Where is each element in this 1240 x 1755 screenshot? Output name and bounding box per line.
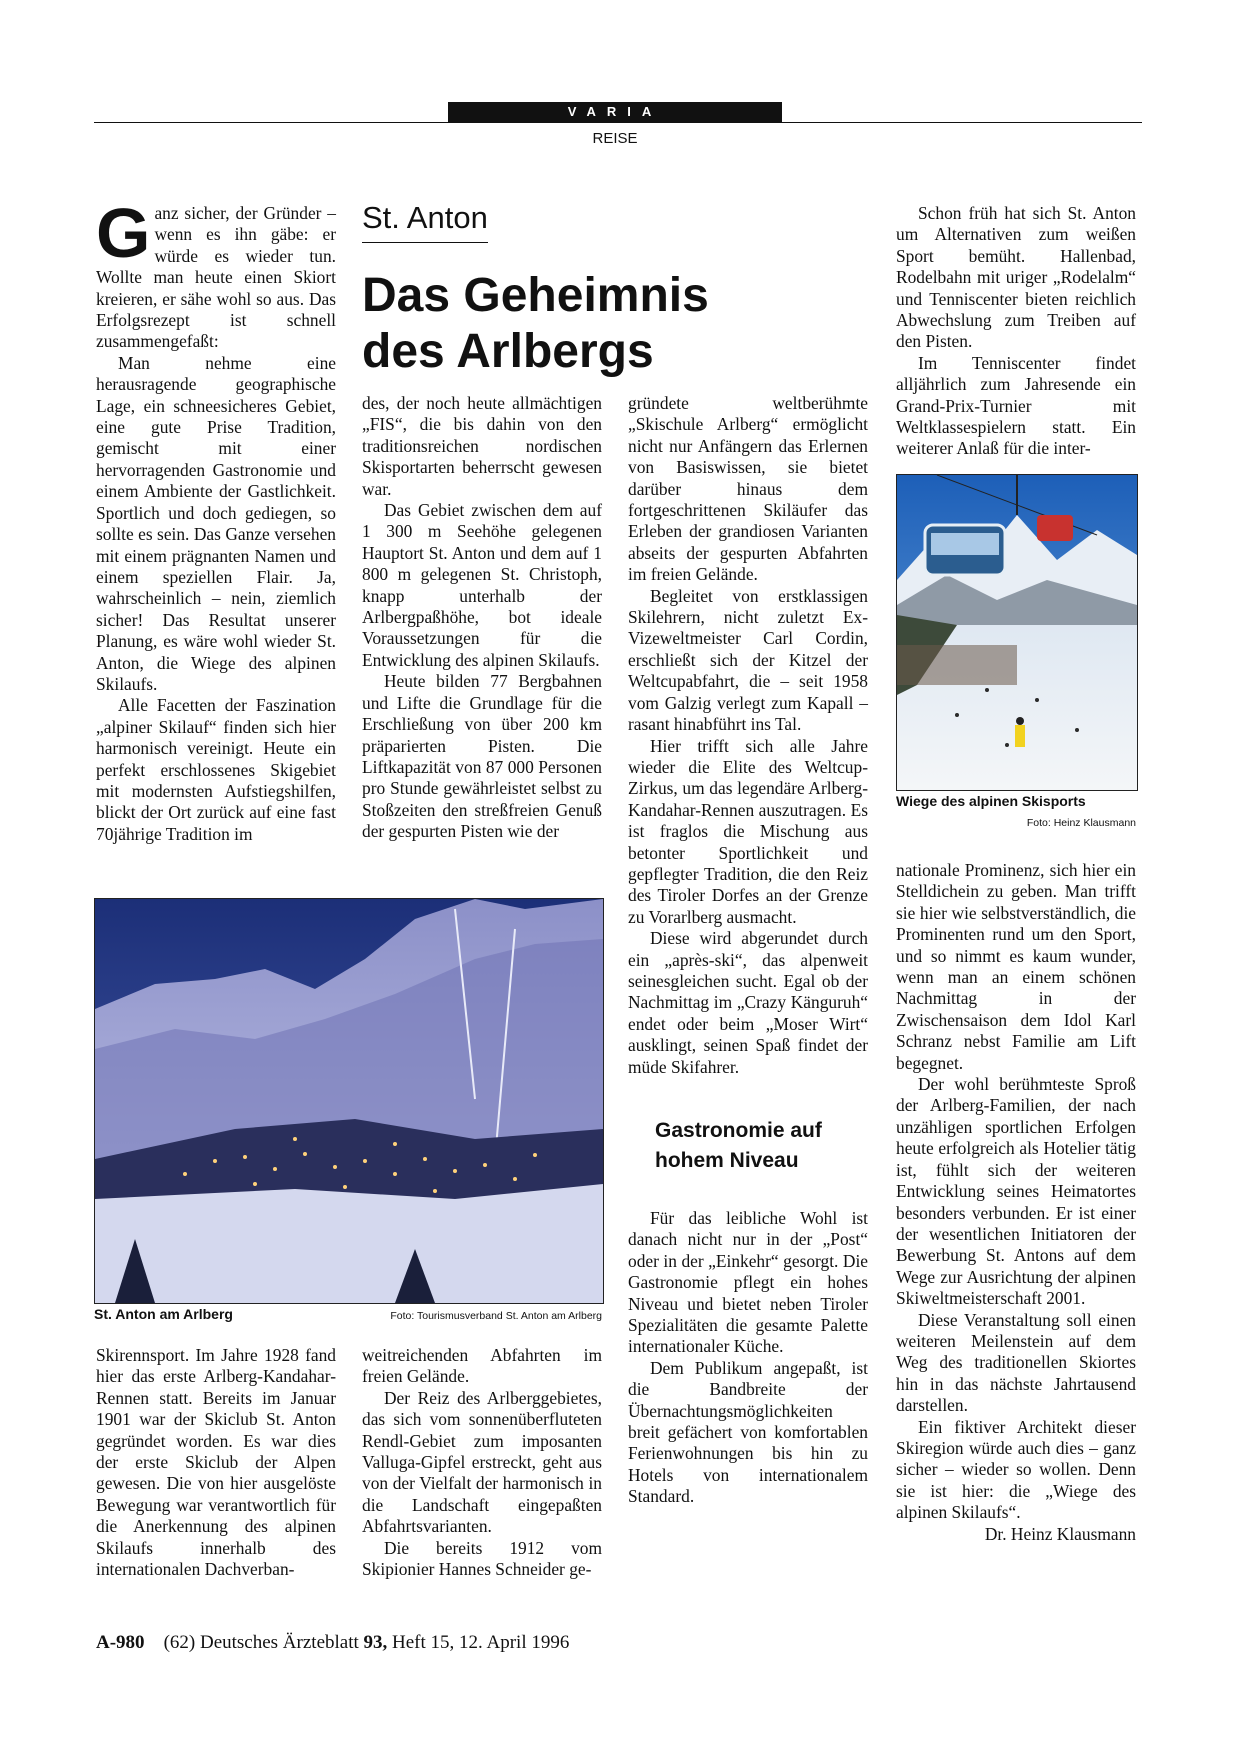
st-anton-photo-image	[95, 899, 603, 1303]
paragraph: Diese Veranstaltung soll einen weiteren Meilenstein auf dem Weg des traditionellen Skiortes hin in das nächste Jahrtausend darstellen.	[896, 1309, 1136, 1416]
article-column-3	[628, 393, 868, 1508]
page-number: A-980	[96, 1632, 145, 1653]
page-footer	[96, 1632, 569, 1654]
header-rule	[94, 122, 1142, 123]
paragraph: Begleitet von erstklassigen Skilehrern, nicht zuletzt Ex-Vizeweltmeister Carl Cordin, erschließt sich der Kitzel der Weltcupabfahrt, die – seit 1958 vom Galzig verlegt zum Kapall – rasant hinabführt ins Tal.	[628, 585, 868, 735]
paragraph: Skirennsport. Im Jahre 1928 fand hier das erste Arlberg-Kandahar-Rennen statt. Bereits im Januar 1901 war der Skiclub St. Anton gegründet worden. Es war dies der erste Skiclub der Alpen gewesen. Die von hier ausgelöste Bewegung war verantwortlich für die Anerkennung des alpinen Skilaufs innerhalb des internationalen Dachverban-	[96, 1345, 336, 1580]
headline-line: Das Geheimnis	[362, 269, 709, 322]
paragraph: Alle Facetten der Faszination „alpiner Skilauf“ finden sich hier harmonisch vereinigt. Heute ein perfekt erschlossenes Skigebiet mit modernsten Aufstiegshilfen, blickt der Ort zurück auf eine fast 70jährige Tradition im	[96, 695, 336, 844]
paragraph: gründete weltberühmte „Skischule Arlberg“ ermöglicht nicht nur Anfängern das Erlernen von Basiswissen, sie bietet darüber hinaus dem fortgeschrittenen Skiläufer das Erleben der grandiosen Varianten abseits der gespurten Abfahrten im freien Gelände.	[628, 393, 868, 585]
paragraph: anz sicher, der Gründer – wenn es ihn gäbe: er würde es wieder tun. Wollte man heute einen Skiort kreieren, er sähe wohl so aus. Das Erfolgsrezept ist schnell zusammengefaßt:	[96, 203, 336, 352]
paragraph: Schon früh hat sich St. Anton um Alternativen zum weißen Sport bemüht. Hallenbad, Rodelbahn mit uriger „Rodelalm“ und Tenniscenter bieten reichlich Abwechslung zum Treiben auf den Pisten.	[896, 203, 1136, 352]
paragraph: Das Gebiet zwischen dem auf 1 300 m Seehöhe gelegenen Hauptort St. Anton und dem auf 1 800 m gelegenen St. Christoph, knapp unterhalb der Arlbergpaßhöhe, bot ideale Voraussetzungen für die Entwicklung des alpinen Skilaufs.	[362, 500, 602, 670]
section-label: VARIA	[448, 102, 782, 122]
headline-line: des Arlbergs	[362, 325, 654, 378]
side-photo-credit: Foto: Heinz Klausmann	[1026, 817, 1136, 829]
paragraph: Der Reiz des Arlberggebietes, das sich vom sonnenüberfluteten Rendl-Gebiet zum imposanten Valluga-Gipfel erstreckt, geht aus von der Vielfalt der harmonisch in die Landschaft eingepaßten Abfahrtsvarianten.	[362, 1387, 602, 1537]
paragraph: weitreichenden Abfahrten im freien Gelände.	[362, 1345, 602, 1387]
author-byline: Dr. Heinz Klausmann	[984, 1523, 1136, 1544]
issue-prefix: (62) Deutsches Ärzteblatt	[163, 1632, 359, 1653]
paragraph: Im Tenniscenter findet alljährlich zum Jahresende ein Grand-Prix-Turnier mit Weltklassespielern statt. Ein weiterer Anlaß für die inter-	[896, 352, 1136, 459]
article-column-4-bottom	[896, 860, 1136, 1545]
volume-number: 93,	[363, 1632, 388, 1653]
subheading-line: Gastronomie auf	[655, 1119, 822, 1142]
article-column-2-top	[362, 393, 602, 843]
paragraph: Diese wird abgerundet durch ein „après-ski“, das alpenweit seinesgleichen sucht. Egal ob der Nachmittag im „Crazy Känguruh“ endet oder beim „Moser Wirt“ ausklingt, seinen Spaß findet der müde Skifahrer.	[628, 928, 868, 1077]
side-photo-caption: Wiege des alpinen Skisports	[896, 793, 1086, 809]
paragraph: Für das leibliche Wohl ist danach nicht nur in der „Post“ oder in der „Einkehr“ gesorgt. Die Gastronomie pflegt ein hohes Niveau und bietet neben Tiroler Spezialitäten die gesamte Palette internationaler Küche.	[628, 1208, 868, 1357]
paragraph: nationale Prominenz, sich hier ein Stelldichein zu geben. Man trifft sie hier wie selbstverständlich, die Prominenten rund um den Sport, und so nimmt es kaum wunder, wenn man an einem schönen Nachmittag in der Zwischensaison dem Idol Karl Schranz nebst Familie am Lift begegnet.	[896, 860, 1136, 1073]
drop-cap: G	[96, 194, 151, 272]
st-anton-photo	[94, 898, 604, 1304]
section-subheading	[655, 1116, 868, 1176]
paragraph: Der wohl berühmteste Sproß der Arlberg-Familien, der nach unzähligen sportlichen Erfolgen heute erfolgreich als Hotelier tätig ist, fühlt sich der weiteren Entwicklung seines Heimatortes besonders verbunden. Er ist einer der wesentlichen Initiatoren der Bewerbung St. Antons auf dem Wege zur Ausrichtung der alpinen Skiweltmeisterschaft 2001.	[896, 1074, 1136, 1309]
paragraph: Heute bilden 77 Bergbahnen und Lifte die Grundlage für die Erschließung von über 200 km präparierten Pisten. Die Liftkapazität von 87 000 Personen pro Stunde gewährleistet selbst zu Stoßzeiten den streßfreien Genuß der gespurten Pisten wie der	[362, 671, 602, 842]
gondola-photo-image	[897, 475, 1137, 790]
article-column-1	[96, 194, 336, 845]
article-column-2-bottom	[362, 1345, 602, 1580]
main-photo-credit: Foto: Tourismusverband St. Anton am Arlberg	[390, 1310, 602, 1322]
gondola-photo	[896, 474, 1138, 791]
article-column-4-top	[896, 203, 1136, 460]
paragraph: Die bereits 1912 vom Skipionier Hannes Schneider ge-	[362, 1537, 602, 1580]
article-column-1-bottom	[96, 1345, 336, 1580]
paragraph: Dem Publikum angepaßt, ist die Bandbreite der Übernachtungsmöglichkeiten breit gefächert von komfortablen Ferienwohnungen bis hin zu Hotels von internationalem Standard.	[628, 1357, 868, 1507]
subheading-line: hohem Niveau	[655, 1149, 799, 1172]
issue-suffix: Heft 15, 12. April 1996	[392, 1632, 570, 1653]
main-photo-caption: St. Anton am Arlberg	[94, 1306, 233, 1322]
paragraph: Ein fiktiver Architekt dieser Skiregion würde auch dies – ganz sicher – wieder so wollen. Denn sie ist hier: die „Wiege des alpinen Skilaufs“.	[896, 1416, 1136, 1523]
paragraph: Hier trifft sich alle Jahre wieder die Elite des Weltcup-Zirkus, um das legendäre Arlberg-Kandahar-Rennen auszutragen. Es ist fraglos die Mischung aus betonter Sportlichkeit und gepflegter Tradition, die den Reiz des Tiroler Dorfes an der Grenze zu Vorarlberg ausmacht.	[628, 735, 868, 927]
paragraph: Man nehme eine herausragende geographische Lage, ein schneesicheres Gebiet, eine gute Prise Tradition, gemischt mit einer hervorragenden Gastronomie und einem Ambiente der Gastlichkeit. Sportlich und doch gediegen, so sollte es sein. Das Ganze versehen mit einem prägnanten Namen und einem speziellen Flair. Ja, wahrscheinlich – nein, ziemlich sicher! Das Resultat unserer Planung, es wäre wohl wieder St. Anton, die Wiege des alpinen Skilaufs.	[96, 352, 336, 694]
article-headline	[362, 268, 842, 380]
subsection-label: REISE	[592, 130, 638, 147]
paragraph: des, der noch heute allmächtigen „FIS“, die bis dahin von den traditionsreichen nordischen Skisportarten beherrscht gewesen war.	[362, 393, 602, 499]
article-kicker: St. Anton	[362, 200, 488, 243]
